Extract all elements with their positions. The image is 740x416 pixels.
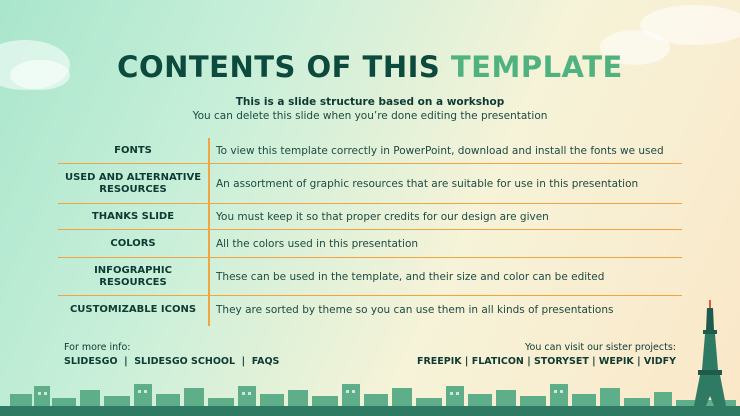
footer-right-caption: You can visit our sister projects: [525,342,676,353]
footer-left-links[interactable]: SLIDESGO | SLIDESGO SCHOOL | FAQS [64,356,280,367]
row-label: INFOGRAPHIC RESOURCES [94,264,172,288]
table-row [58,258,682,296]
row-text: To view this template correctly in PowerPoint, download and install the fonts we used [216,144,664,157]
row-text: An assortment of graphic resources that are suitable for use in this presentation [216,177,639,190]
footer-left-caption: For more info: [64,342,131,353]
table-row [58,138,682,164]
contents-table [58,138,682,324]
footer-left [64,342,279,367]
table-row [58,204,682,230]
table-row [58,230,682,258]
row-text: All the colors used in this presentation [216,237,419,250]
page-title [0,50,740,84]
table-divider [208,138,210,326]
row-label: COLORS [110,237,156,249]
row-label: THANKS SLIDE [91,210,175,222]
table-row [58,164,682,204]
row-text: These can be used in the template, and their size and color can be edited [216,270,605,283]
footer-right-links[interactable]: FREEPIK | FLATICON | STORYSET | WEPIK | VIDFY [416,356,676,367]
title-accent: TEMPLATE [450,50,623,84]
subtitle-line2: You can delete this slide when you’re done editing the presentation [192,110,548,122]
title-main: CONTENTS OF THIS [117,50,451,84]
row-text: You must keep it so that proper credits for our design are given [216,210,549,223]
table-row [58,296,682,324]
row-text: They are sorted by theme so you can use them in all kinds of presentations [216,304,614,316]
row-label: USED AND ALTERNATIVE RESOURCES [64,171,202,195]
footer-right [417,342,676,367]
row-label: CUSTOMIZABLE ICONS [69,304,197,315]
eiffel-tower-illustration [690,300,730,416]
subtitle-line1: This is a slide structure based on a workshop [235,96,505,108]
city-skyline-illustration [0,376,740,416]
row-label: FONTS [114,144,152,156]
